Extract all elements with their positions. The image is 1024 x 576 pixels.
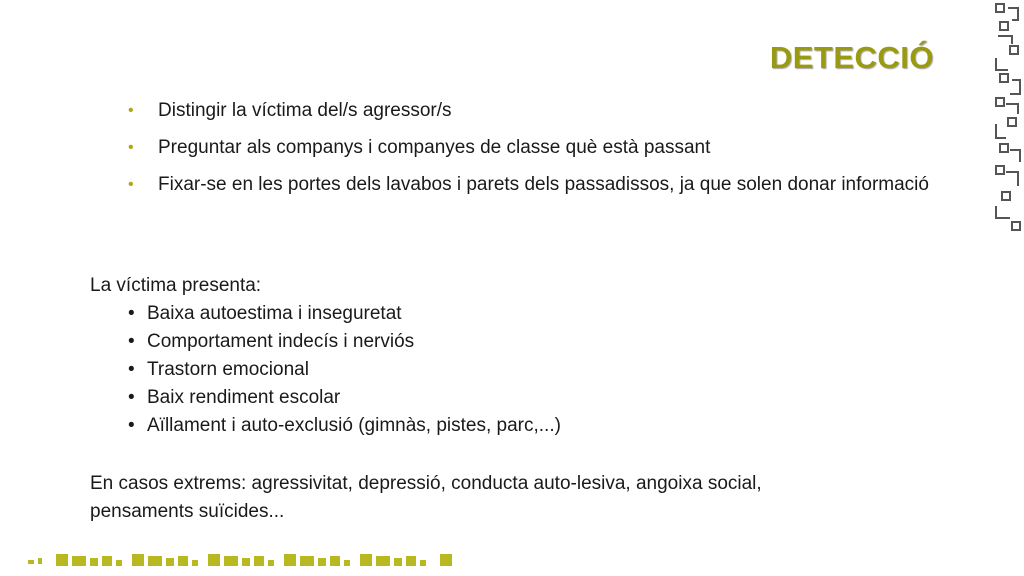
decorative-pattern-bottom — [28, 552, 468, 570]
victim-item — [128, 356, 850, 384]
bullet-icon: • — [128, 387, 135, 408]
victim-item-text: Comportament indecís i nerviós — [147, 331, 415, 352]
slide-title: DETECCIÓ — [769, 40, 934, 75]
victim-heading: La víctima presenta: — [90, 275, 262, 296]
victim-item-text: Baix rendiment escolar — [147, 387, 341, 408]
victim-item-text: Trastorn emocional — [147, 359, 309, 380]
victim-list — [90, 300, 850, 440]
detection-item — [128, 129, 936, 166]
victim-section — [90, 272, 850, 440]
victim-item — [128, 412, 850, 440]
detection-item-text: Distingir la víctima del/s agressor/s — [158, 100, 452, 121]
extreme-label: En casos extrems: — [90, 473, 247, 494]
bullet-icon: • — [128, 359, 135, 380]
extreme-cases — [90, 470, 870, 526]
decorative-pattern-right — [992, 0, 1024, 240]
detection-item-text: Fixar-se en les portes dels lavabos i parets dels passadissos, ja que solen donar informació — [158, 174, 929, 195]
victim-item — [128, 384, 850, 412]
bullet-icon: • — [128, 303, 135, 324]
detection-item — [128, 166, 936, 203]
bullet-icon: • — [128, 415, 135, 436]
bullet-icon: • — [128, 139, 134, 156]
bullet-icon: • — [128, 331, 135, 352]
detection-item-text: Preguntar als companys i companyes de classe què està passant — [158, 137, 711, 158]
victim-item-text: Aïllament i auto-exclusió (gimnàs, pistes, parc,...) — [147, 415, 561, 436]
bullet-icon: • — [128, 176, 134, 193]
bullet-icon: • — [128, 102, 134, 119]
detection-list — [128, 92, 936, 203]
victim-item — [128, 328, 850, 356]
extreme-text: agressivitat, depressió, conducta auto-lesiva, angoixa social, pensaments suïcides... — [90, 473, 762, 522]
detection-item — [128, 92, 936, 129]
victim-item-text: Baixa autoestima i inseguretat — [147, 303, 402, 324]
victim-item — [128, 300, 850, 328]
